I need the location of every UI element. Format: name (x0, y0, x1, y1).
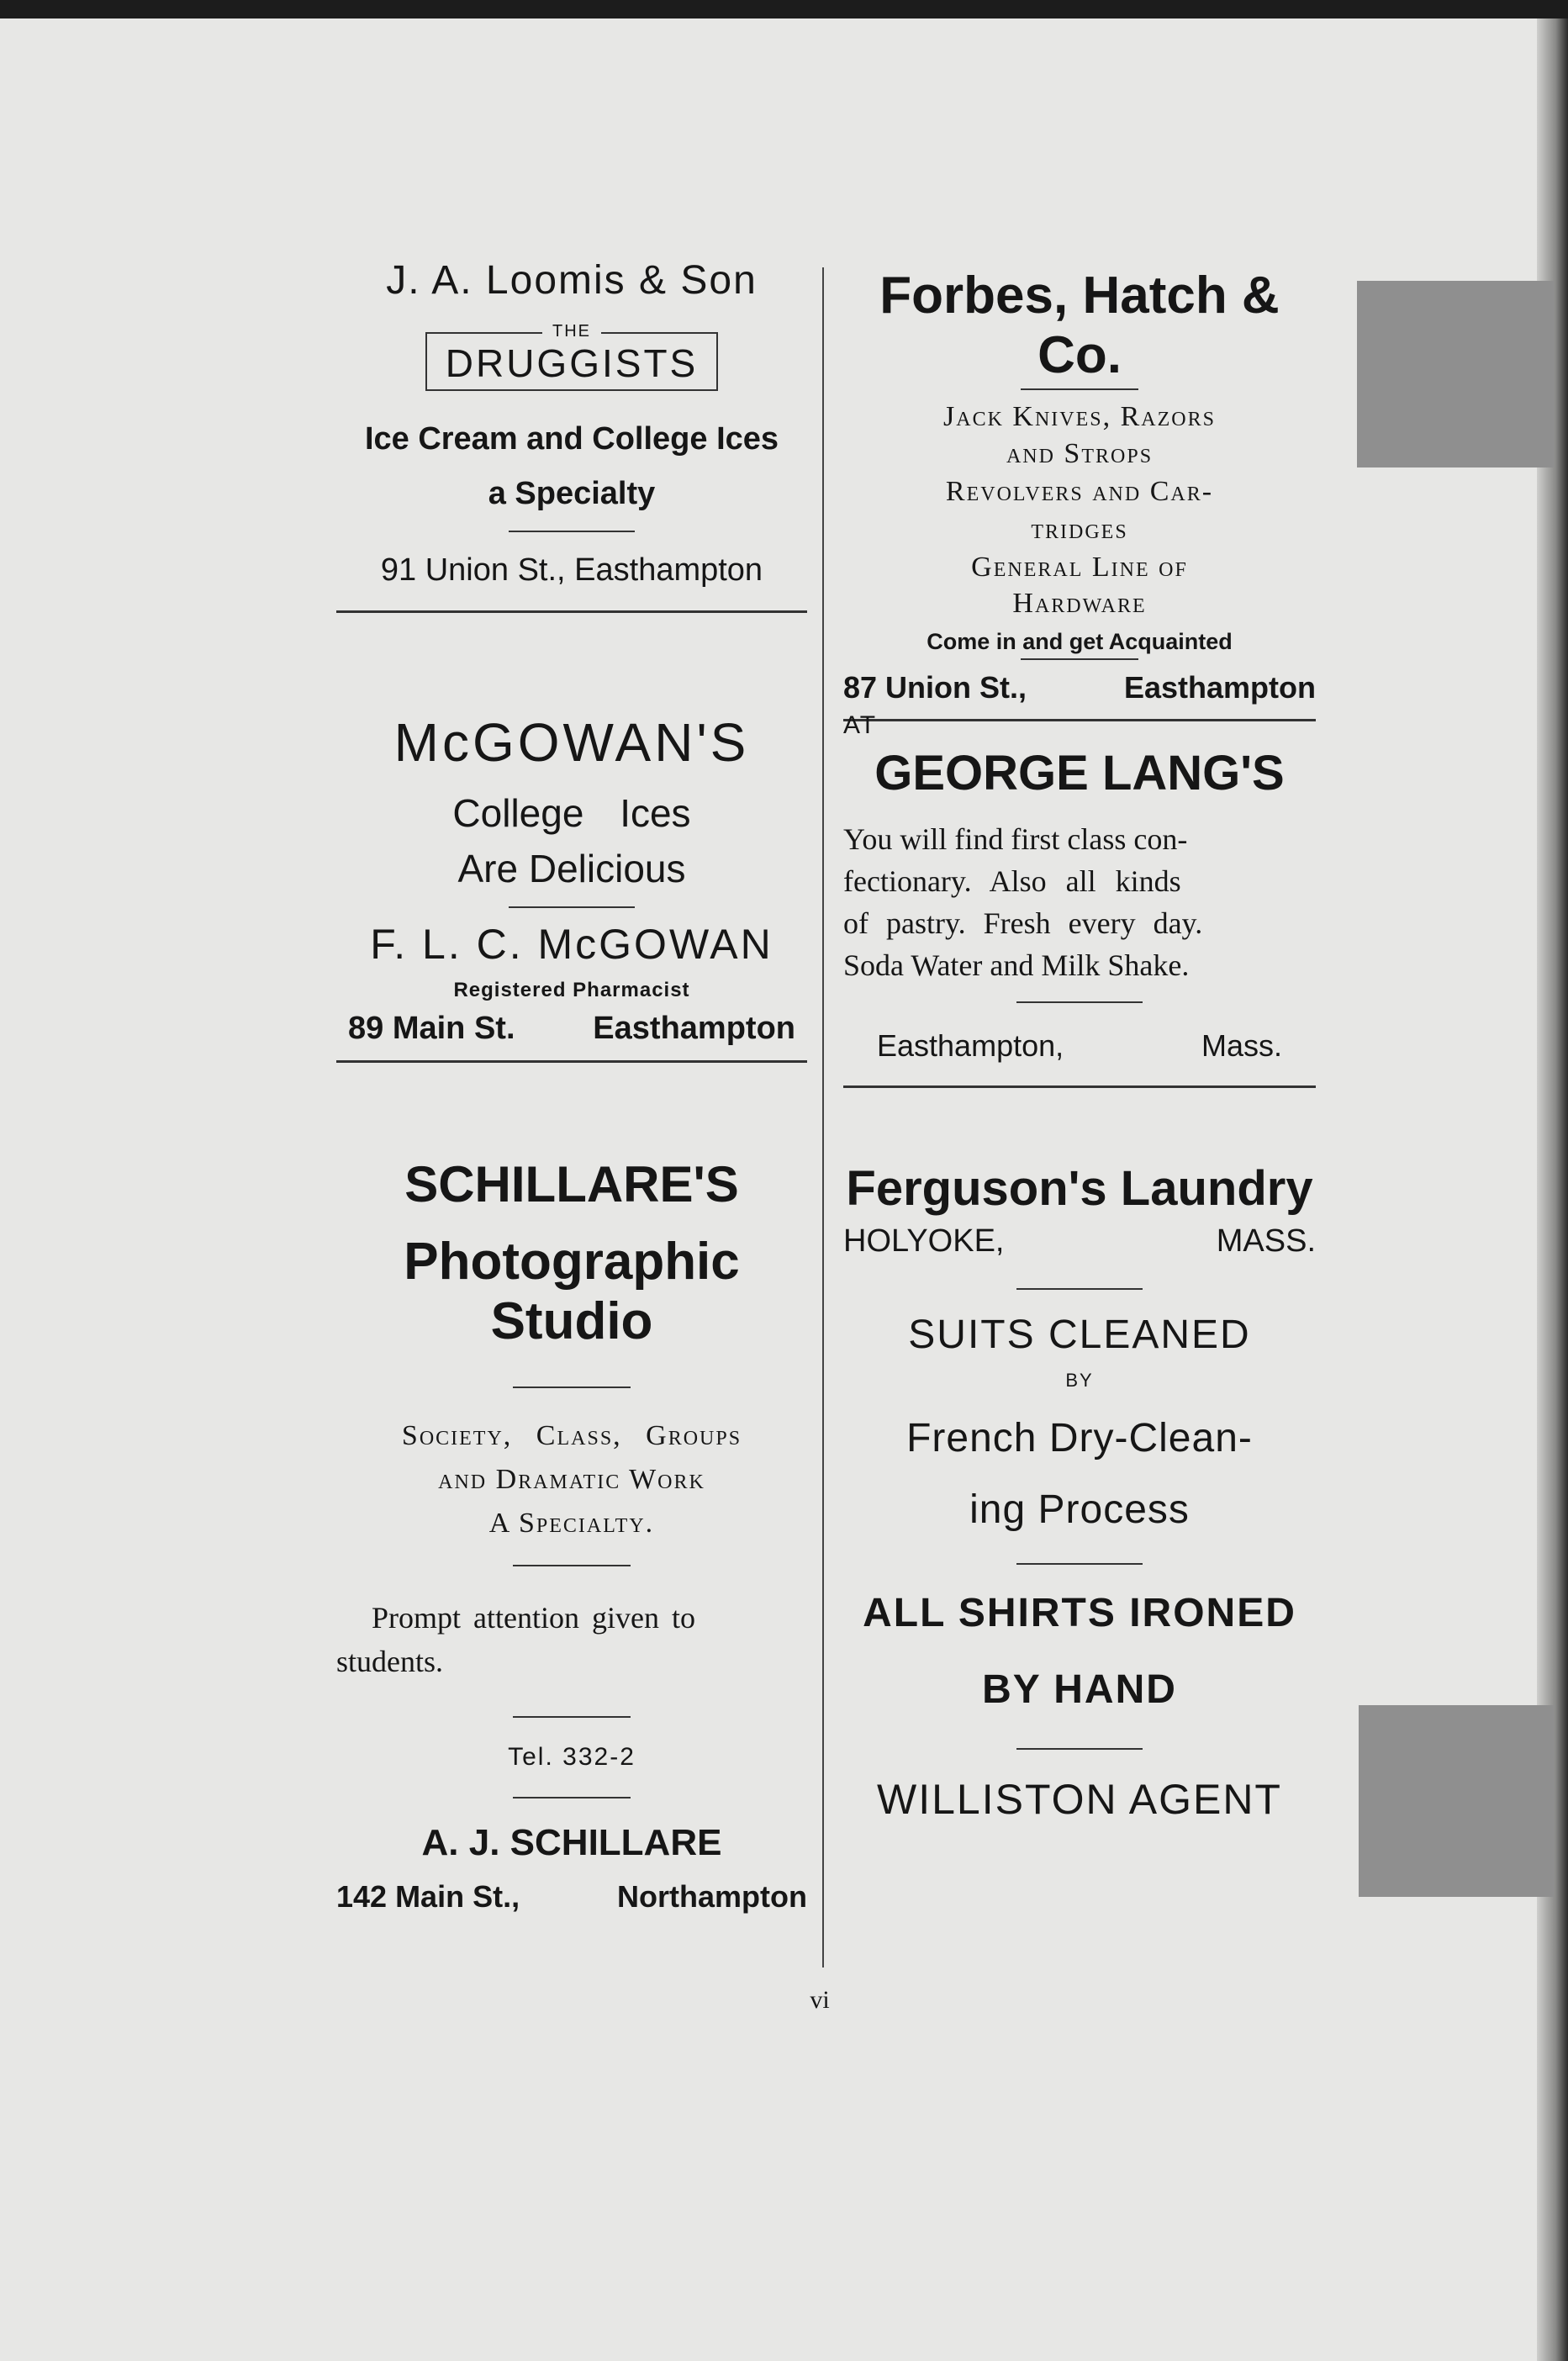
loomis-bottom-rule (336, 610, 807, 613)
ferguson-name: Ferguson's Laundry (846, 1161, 1313, 1216)
schillare-addr-right: Northampton (617, 1879, 807, 1914)
forbes-line1: Jack Knives, Razors (943, 401, 1216, 432)
schillare-prompt1: Prompt attention given to (372, 1601, 695, 1635)
ferguson-shirts2: BY HAND (982, 1667, 1177, 1712)
forbes-tagline: Come in and get Acquainted (927, 629, 1233, 654)
mcgowan-addr-right: Easthampton (593, 1011, 795, 1046)
ferguson-city: HOLYOKE, (843, 1223, 1005, 1259)
lang-bottom-rule (843, 1085, 1316, 1088)
ferguson-shirts1: ALL SHIRTS IRONED (863, 1591, 1296, 1635)
lang-line1: You will find first class con- (843, 822, 1188, 856)
loomis-address: 91 Union St., Easthampton (380, 552, 763, 588)
forbes-ad (843, 266, 1316, 721)
schillare-name: SCHILLARE'S (404, 1156, 739, 1212)
lang-line2: fectionary. Also all kinds (843, 864, 1181, 898)
ferguson-by: BY (1065, 1370, 1094, 1391)
schillare-addr-left: 142 Main St., (336, 1879, 520, 1914)
loomis-divider (509, 531, 635, 532)
schillare-divider3 (513, 1716, 631, 1718)
forbes-divider (1021, 388, 1138, 390)
schillare-spec3: A Specialty. (488, 1508, 655, 1539)
forbes-divider2 (1021, 658, 1138, 660)
ferguson-location (843, 1223, 1316, 1260)
schillare-divider1 (513, 1386, 631, 1388)
paper-tab-bottom (1359, 1705, 1554, 1897)
loomis-name: J. A. Loomis & Son (386, 258, 758, 303)
forbes-line5: General Line of (971, 552, 1188, 583)
forbes-line2: and Strops (1006, 438, 1154, 469)
lang-addr-left: Easthampton, (877, 1028, 1064, 1063)
forbes-line6: Hardware (1012, 588, 1147, 619)
schillare-tel: Tel. 332-2 (508, 1743, 636, 1771)
ferguson-french2: ing Process (969, 1487, 1190, 1532)
lang-ad (843, 711, 1316, 1088)
ferguson-divider2 (1016, 1563, 1143, 1565)
schillare-ad (336, 1155, 807, 1915)
druggists-box-label: DRUGGISTS (445, 341, 699, 385)
schillare-sub: Photographic Studio (404, 1233, 740, 1350)
lang-line3: of pastry. Fresh every day. (843, 906, 1203, 940)
mcgowan-name: McGOWAN'S (393, 712, 750, 773)
page-number: vi (810, 1986, 830, 2014)
ferguson-agent: WILLISTON AGENT (877, 1776, 1282, 1823)
mcgowan-line2: Are Delicious (457, 847, 686, 890)
forbes-address (843, 670, 1316, 705)
loomis-line1: Ice Cream and College Ices (364, 421, 779, 457)
schillare-spec2: and Dramatic Work (438, 1464, 705, 1495)
forbes-line3: Revolvers and Car- (945, 476, 1214, 507)
paper-tab-top (1357, 281, 1554, 467)
mcgowan-ad (336, 711, 807, 1063)
schillare-prompt2: students. (336, 1645, 444, 1678)
druggists-box (425, 322, 718, 391)
ferguson-ad (843, 1160, 1316, 1824)
lang-addr-right: Mass. (1201, 1028, 1282, 1063)
forbes-name: Forbes, Hatch & Co. (879, 267, 1280, 384)
loomis-line2: a Specialty (488, 476, 656, 511)
lang-line4: Soda Water and Milk Shake. (843, 948, 1190, 982)
mcgowan-divider (509, 906, 635, 908)
schillare-divider2 (513, 1565, 631, 1566)
forbes-addr-right: Easthampton (1123, 670, 1316, 705)
ferguson-suits: SUITS CLEANED (908, 1313, 1251, 1357)
schillare-divider4 (513, 1797, 631, 1798)
lang-address (843, 1028, 1316, 1064)
column-divider (822, 267, 824, 1968)
lang-at: AT (843, 711, 878, 739)
forbes-line4: tridges (1031, 514, 1128, 545)
mcgowan-addr-left: 89 Main St. (348, 1011, 515, 1046)
mcgowan-address (336, 1011, 807, 1047)
lang-divider (1016, 1001, 1143, 1003)
forbes-addr-left: 87 Union St., (843, 670, 1027, 705)
mcgowan-line1: College Ices (452, 791, 691, 835)
schillare-spec1: Society, Class, Groups (401, 1420, 742, 1451)
schillare-owner: A. J. SCHILLARE (421, 1822, 722, 1863)
ferguson-state: MASS. (1216, 1223, 1316, 1259)
mcgowan-owner: F. L. C. McGOWAN (370, 921, 773, 968)
ferguson-divider1 (1016, 1288, 1143, 1290)
druggists-box-the: THE (542, 322, 601, 341)
ferguson-french1: French Dry-Clean- (906, 1416, 1253, 1460)
mcgowan-bottom-rule (336, 1060, 807, 1063)
lang-name: GEORGE LANG'S (874, 746, 1285, 800)
mcgowan-title: Registered Pharmacist (453, 979, 690, 1001)
ferguson-divider3 (1016, 1748, 1143, 1750)
schillare-address (336, 1879, 807, 1915)
loomis-ad (336, 257, 807, 613)
